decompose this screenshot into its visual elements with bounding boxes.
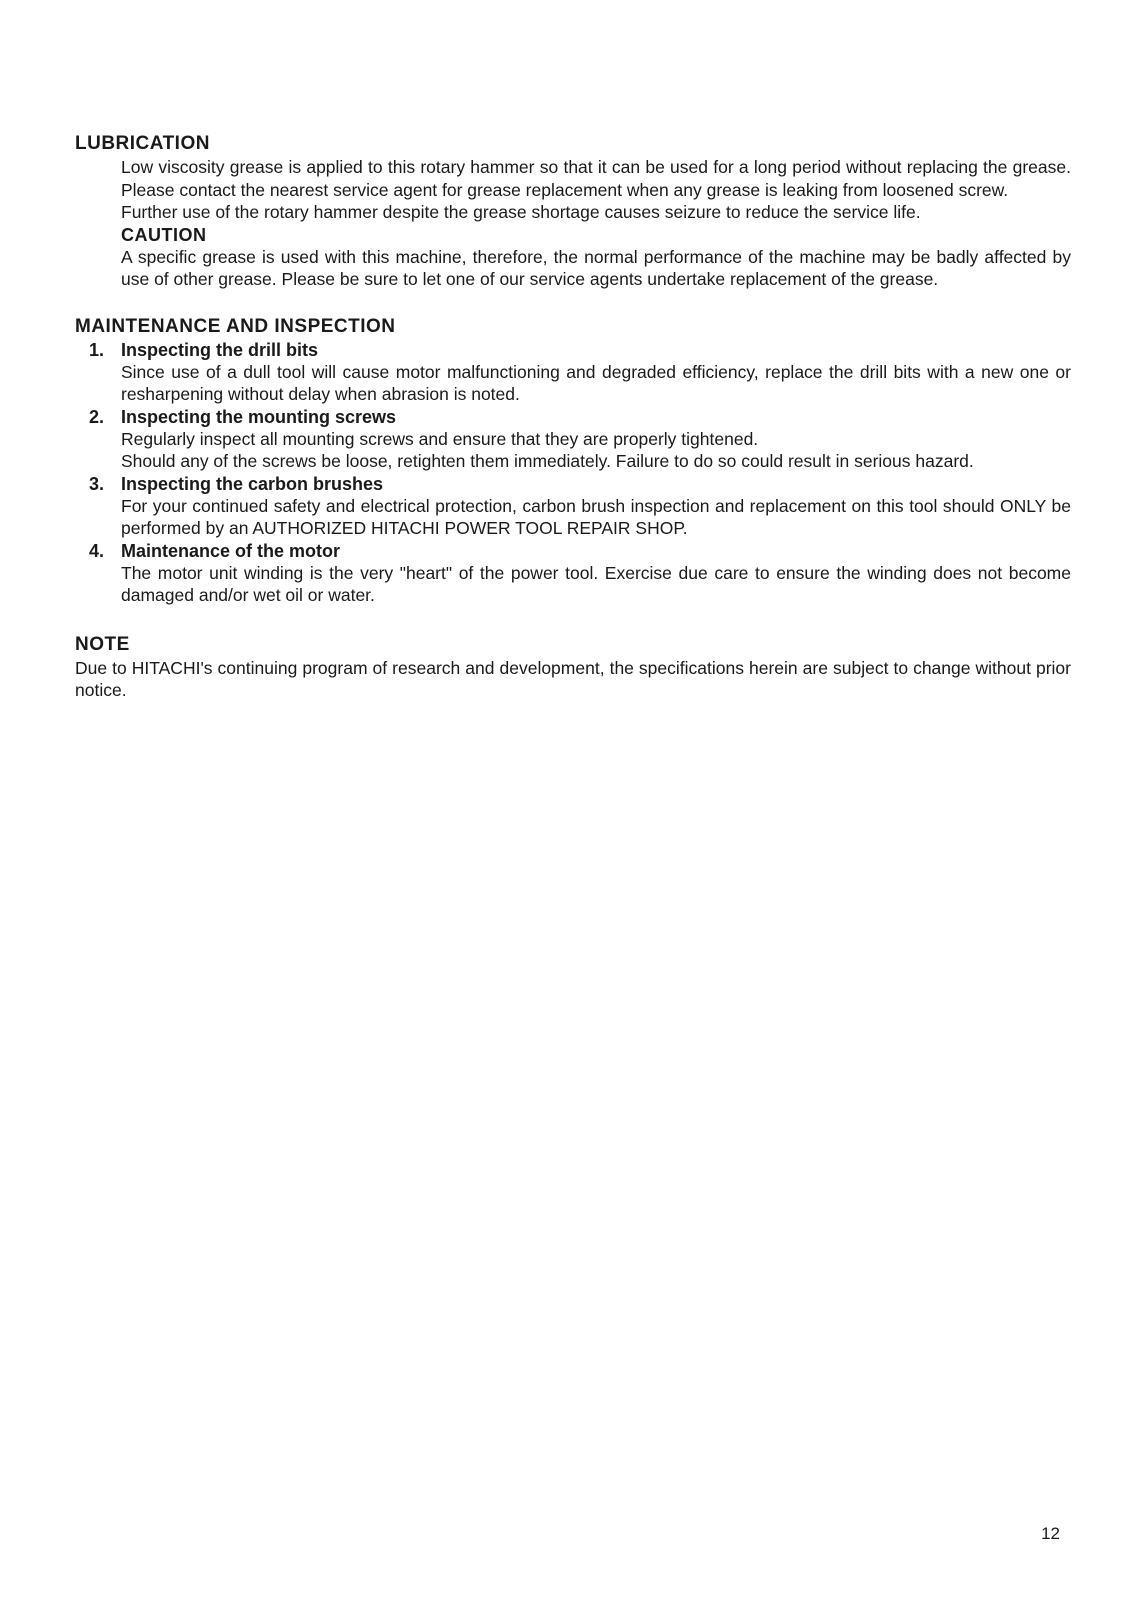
caution-heading: CAUTION (121, 224, 207, 245)
item-title-text: Inspecting the drill bits (121, 339, 319, 360)
item-title (89, 339, 1071, 361)
maintenance-item (75, 339, 1071, 406)
item-number: 3. (89, 473, 105, 494)
item-number: 2. (89, 406, 105, 427)
note-text: Due to HITACHI's continuing program of research and development, the specifications herein are subject to change without prior notice. (75, 657, 1071, 700)
maintenance-item (75, 540, 1071, 607)
item-paragraph: Regularly inspect all mounting screws and ensure that they are properly tightened. (121, 428, 759, 449)
lubrication-paragraph-1: Low viscosity grease is applied to this rotary hammer so that it can be used for a long period without replacing the grease. Please contact the nearest service agent for grease replacement when any grease is leaking from loosened screw. (121, 157, 1071, 200)
item-title-text: Maintenance of the motor (121, 540, 341, 561)
lubrication-section (75, 132, 1071, 291)
item-paragraph: For your continued safety and electrical protection, carbon brush inspection and replacement on this tool should ONLY be performed by an AUTHORIZED HITACHI POWER TOOL REPAIR SHOP. (121, 495, 1071, 538)
note-section (75, 633, 1071, 702)
maintenance-heading: MAINTENANCE AND INSPECTION (75, 315, 396, 337)
item-title (89, 406, 1071, 428)
maintenance-section (75, 315, 1071, 607)
note-heading: NOTE (75, 633, 130, 655)
item-paragraph: Since use of a dull tool will cause motor malfunctioning and degraded efficiency, replace the drill bits with a new one or resharpening without delay when abrasion is noted. (121, 361, 1071, 404)
page-content (75, 132, 1071, 702)
item-paragraph: Should any of the screws be loose, retighten them immediately. Failure to do so could result in serious hazard. (121, 451, 974, 471)
maintenance-item (75, 473, 1071, 540)
maintenance-item (75, 406, 1071, 473)
item-title-text: Inspecting the carbon brushes (121, 473, 384, 494)
item-title-text: Inspecting the mounting screws (121, 406, 397, 427)
lubrication-heading: LUBRICATION (75, 133, 210, 154)
item-title (89, 540, 1071, 562)
item-number: 4. (89, 540, 105, 561)
item-number: 1. (89, 339, 105, 360)
lubrication-paragraph-2: Further use of the rotary hammer despite the grease shortage causes seizure to reduce the service life. (121, 202, 921, 222)
item-paragraph: The motor unit winding is the very "heart" of the power tool. Exercise due care to ensure the winding does not become damaged and/or wet oil or water. (121, 562, 1071, 605)
caution-text: A specific grease is used with this machine, therefore, the normal performance of the machine may be badly affected by use of other grease. Please be sure to let one of our service agents undertake replacement of the grease. (121, 246, 1071, 289)
page-number: 12 (1041, 1524, 1060, 1543)
item-title (89, 473, 1071, 495)
